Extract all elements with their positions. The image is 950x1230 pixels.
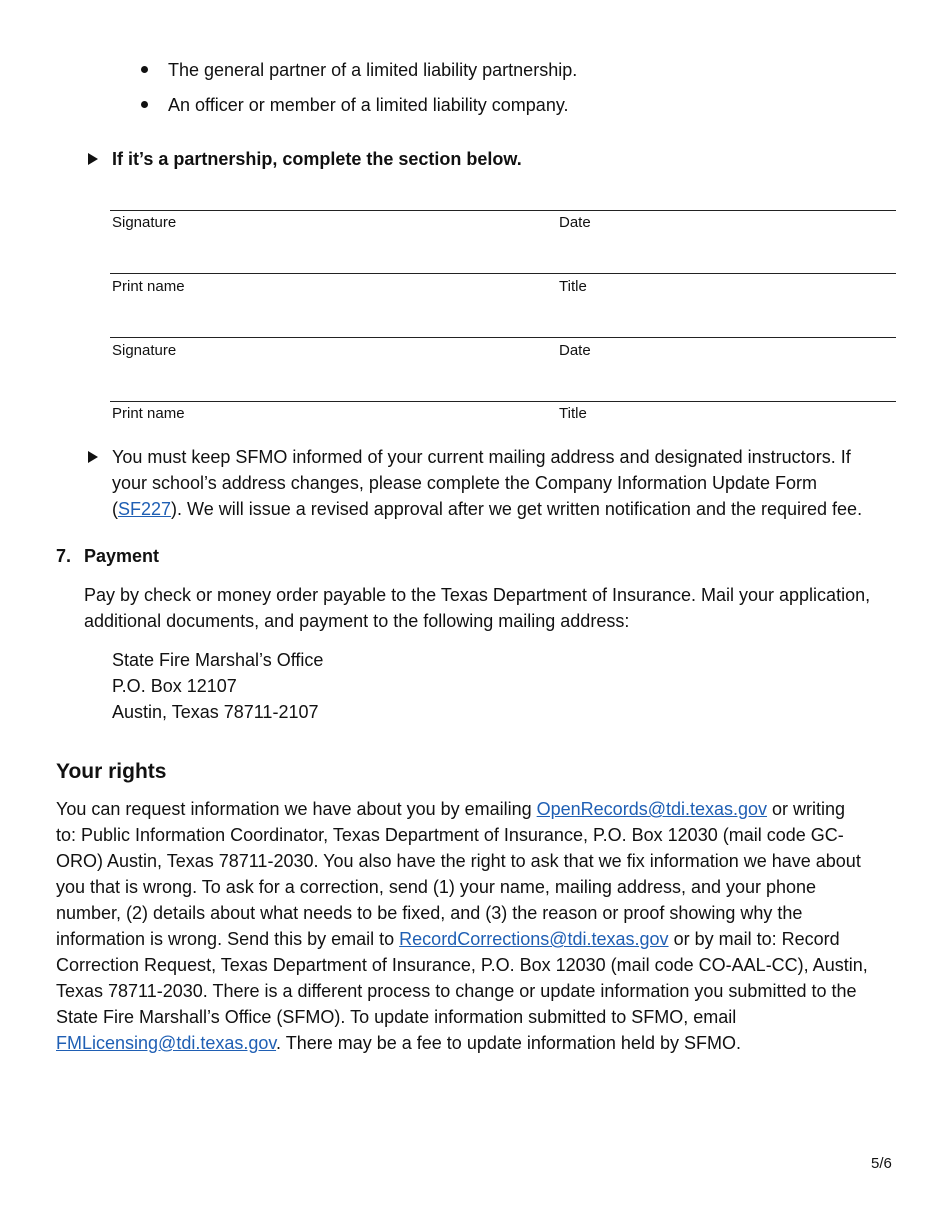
signature-line[interactable] — [110, 210, 896, 211]
title-label: Title — [559, 405, 587, 422]
signature-label: Signature — [112, 214, 177, 231]
payment-title: Payment — [84, 546, 160, 566]
print-name-line[interactable] — [110, 401, 896, 402]
signature-line[interactable] — [110, 337, 896, 338]
triangle-bullet-icon — [88, 451, 98, 463]
rights-heading: Your rights — [56, 760, 167, 783]
print-name-label: Print name — [112, 278, 185, 295]
date-label: Date — [559, 342, 591, 359]
print-name-line[interactable] — [110, 273, 896, 274]
bullet-item: The general partner of a limited liability partnership. — [168, 60, 578, 80]
mailing-address: State Fire Marshal’s Office P.O. Box 12107 Austin, Texas 78711-2107 — [112, 650, 324, 722]
bullet-item: An officer or member of a limited liability company. — [168, 95, 569, 115]
open-records-email-link[interactable]: OpenRecords@tdi.texas.gov — [536, 799, 768, 819]
fm-licensing-email-link[interactable]: FMLicensing@tdi.texas.gov — [56, 1033, 277, 1053]
signature-label: Signature — [112, 342, 177, 359]
title-label: Title — [559, 278, 587, 295]
bullet-dot-icon — [141, 66, 148, 73]
rights-paragraph: You can request information we have about you by emailing OpenRecords@tdi.texas.gov or writing to: Public Information Coordinator, Texas Department of Insurance, P.O. Box 12030 (mail code GC- ORO) Austin, Texas 78711-2030. You also have the right to ask that we fix information we have about you that is wrong. To ask for a correction, send (1) your name, mailing address, and your phone number, (2) details about what needs to be fixed, and (3) the reason or proof showing why the information is wrong. Send this by email to RecordCorrections@tdi.texas.gov or by mail to: Record Correction Request, Texas Department of Insurance, P.O. Box 12030 (mail code CO-AAL-CC), Austin, Texas 78711-2030. There is a different process to change or update information you submitted to the State Fire Marshall’s Office (SFMO). To update information submitted to SFMO, email FMLicensing@tdi.texas.gov. There may be a fee to update information held by SFMO. — [56, 799, 868, 1053]
bullet-dot-icon — [141, 101, 148, 108]
triangle-bullet-icon — [88, 153, 98, 165]
payment-text: Pay by check or money order payable to the Texas Department of Insurance. Mail your application, additional documents, and payment to the following mailing address: — [84, 585, 871, 631]
record-corrections-email-link[interactable]: RecordCorrections@tdi.texas.gov — [399, 929, 669, 949]
sfmo-note: You must keep SFMO informed of your current mailing address and designated instructors. If your school’s address changes, please complete the Company Information Update Form (SF227). We will issue a revised approval after we get written notification and the required fee. — [112, 447, 863, 519]
payment-number: 7. — [56, 546, 72, 566]
page-number: 5/6 — [871, 1155, 892, 1172]
print-name-label: Print name — [112, 405, 185, 422]
partnership-heading: If it’s a partnership, complete the section below. — [112, 149, 522, 169]
sf227-link[interactable]: SF227 — [118, 499, 172, 519]
date-label: Date — [559, 214, 591, 231]
